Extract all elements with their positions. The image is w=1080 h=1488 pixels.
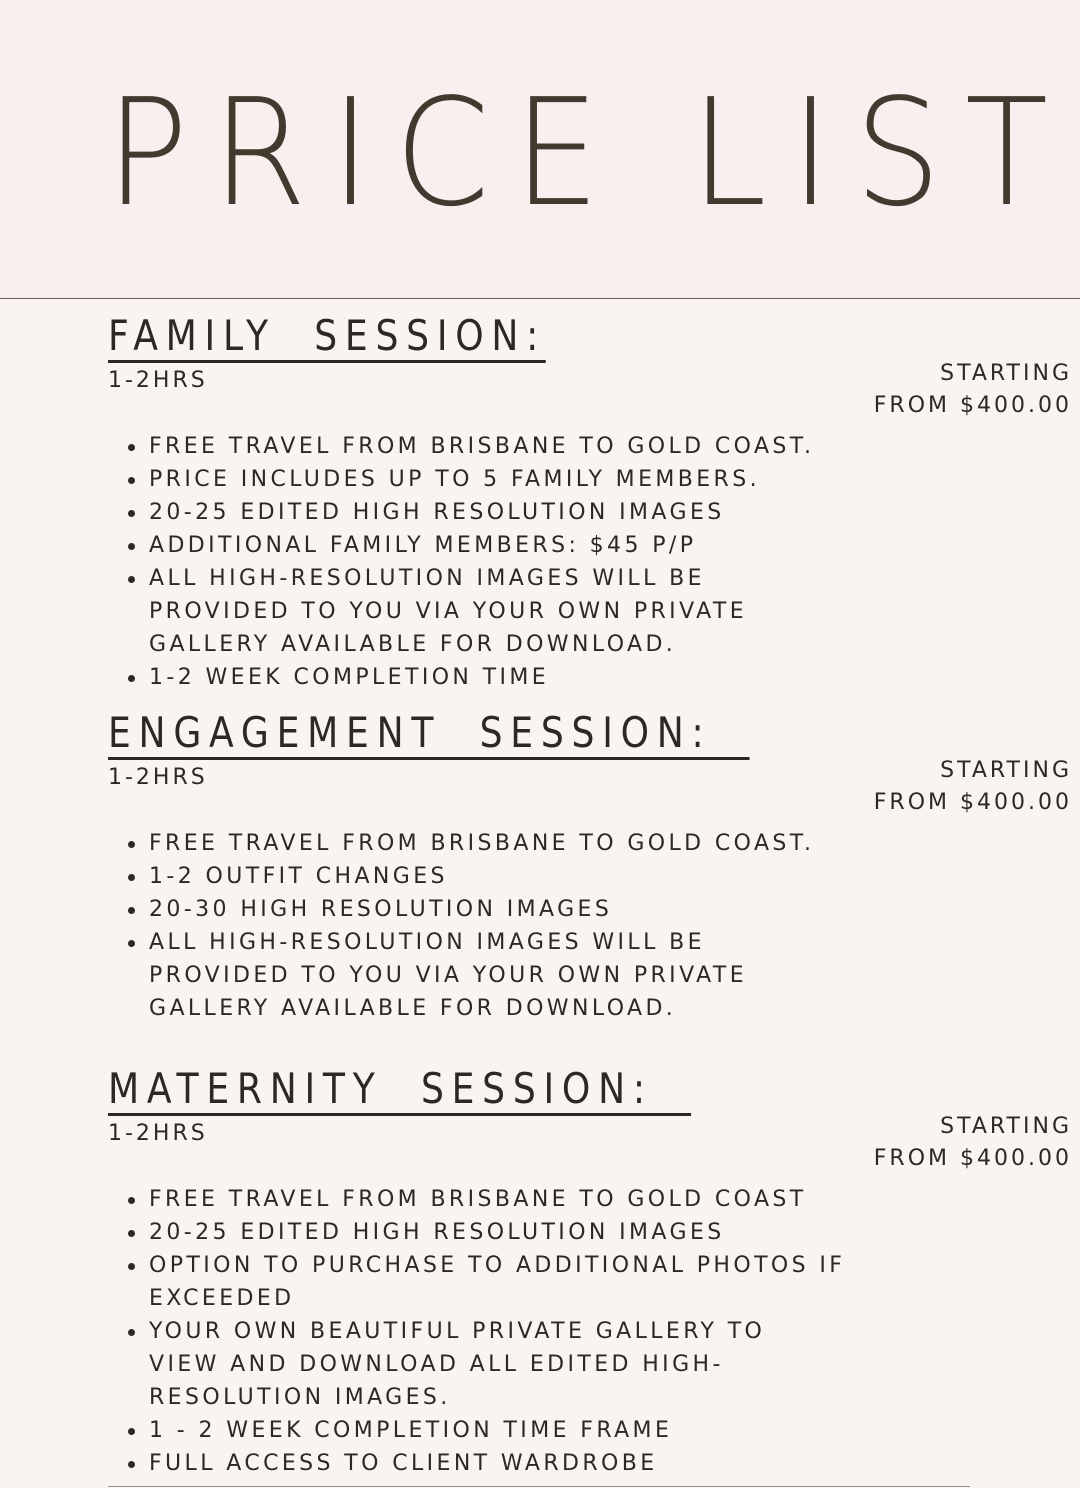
session-price — [874, 358, 1072, 422]
bullet-icon — [128, 576, 135, 583]
list-item: YOUR OWN BEAUTIFUL PRIVATE GALLERY TO VIEW AND DOWNLOAD ALL EDITED HIGH- RESOLUTION IMAGES. — [108, 1315, 845, 1414]
bullet-icon — [128, 1428, 135, 1435]
bullet-icon — [128, 1230, 135, 1237]
bullet-icon — [128, 940, 135, 947]
bullet-icon — [128, 477, 135, 484]
bullet-icon — [128, 444, 135, 451]
bullet-icon — [128, 510, 135, 517]
list-item: FREE TRAVEL FROM BRISBANE TO GOLD COAST — [108, 1183, 845, 1216]
feature-list — [108, 827, 814, 1025]
list-item: OPTION TO PURCHASE TO ADDITIONAL PHOTOS IF EXCEEDED — [108, 1249, 845, 1315]
bullet-icon — [128, 841, 135, 848]
bullet-icon — [128, 874, 135, 881]
header-divider — [0, 298, 1080, 299]
list-item: 20-25 EDITED HIGH RESOLUTION IMAGES — [108, 496, 814, 529]
list-item: 20-25 EDITED HIGH RESOLUTION IMAGES — [108, 1216, 845, 1249]
footer-divider — [108, 1486, 970, 1487]
list-item: PRICE INCLUDES UP TO 5 FAMILY MEMBERS. — [108, 463, 814, 496]
session-duration: 1-2HRS — [108, 368, 208, 393]
session-duration: 1-2HRS — [108, 1121, 208, 1146]
list-item: 1 - 2 WEEK COMPLETION TIME FRAME — [108, 1414, 845, 1447]
bullet-icon — [128, 907, 135, 914]
list-item: ALL HIGH-RESOLUTION IMAGES WILL BE PROVIDED TO YOU VIA YOUR OWN PRIVATE GALLERY AVAILABLE FOR DOWNLOAD. — [108, 926, 814, 1025]
maternity-session — [108, 1065, 1080, 1485]
bullet-icon — [128, 675, 135, 682]
session-duration: 1-2HRS — [108, 765, 208, 790]
list-item: FREE TRAVEL FROM BRISBANE TO GOLD COAST. — [108, 827, 814, 860]
price-value: FROM $400.00 — [873, 1146, 1072, 1171]
session-price — [874, 755, 1072, 819]
list-item: 1-2 OUTFIT CHANGES — [108, 860, 814, 893]
page-title: PRICE LIST — [106, 67, 1073, 239]
list-item: 1-2 WEEK COMPLETION TIME — [108, 661, 814, 694]
engagement-session — [108, 709, 1080, 1029]
bullet-icon — [128, 1329, 135, 1336]
list-item: ALL HIGH-RESOLUTION IMAGES WILL BE PROVIDED TO YOU VIA YOUR OWN PRIVATE GALLERY AVAILABLE FOR DOWNLOAD. — [108, 562, 814, 661]
section-title: MATERNITY SESSION: — [108, 1065, 691, 1116]
price-value: FROM $400.00 — [873, 393, 1072, 418]
family-session — [108, 312, 1080, 692]
bullet-icon — [128, 543, 135, 550]
feature-list — [108, 430, 814, 694]
session-price — [874, 1111, 1072, 1175]
price-label: STARTING — [940, 361, 1072, 386]
section-title: ENGAGEMENT SESSION: — [108, 709, 750, 760]
section-title: FAMILY SESSION: — [108, 312, 546, 363]
price-label: STARTING — [940, 1114, 1072, 1139]
price-label: STARTING — [940, 758, 1072, 783]
feature-list — [108, 1183, 845, 1480]
list-item: ADDITIONAL FAMILY MEMBERS: $45 P/P — [108, 529, 814, 562]
list-item: FULL ACCESS TO CLIENT WARDROBE — [108, 1447, 845, 1480]
list-item: FREE TRAVEL FROM BRISBANE TO GOLD COAST. — [108, 430, 814, 463]
price-value: FROM $400.00 — [873, 790, 1072, 815]
bullet-icon — [128, 1263, 135, 1270]
bullet-icon — [128, 1197, 135, 1204]
list-item: 20-30 HIGH RESOLUTION IMAGES — [108, 893, 814, 926]
bullet-icon — [128, 1461, 135, 1468]
